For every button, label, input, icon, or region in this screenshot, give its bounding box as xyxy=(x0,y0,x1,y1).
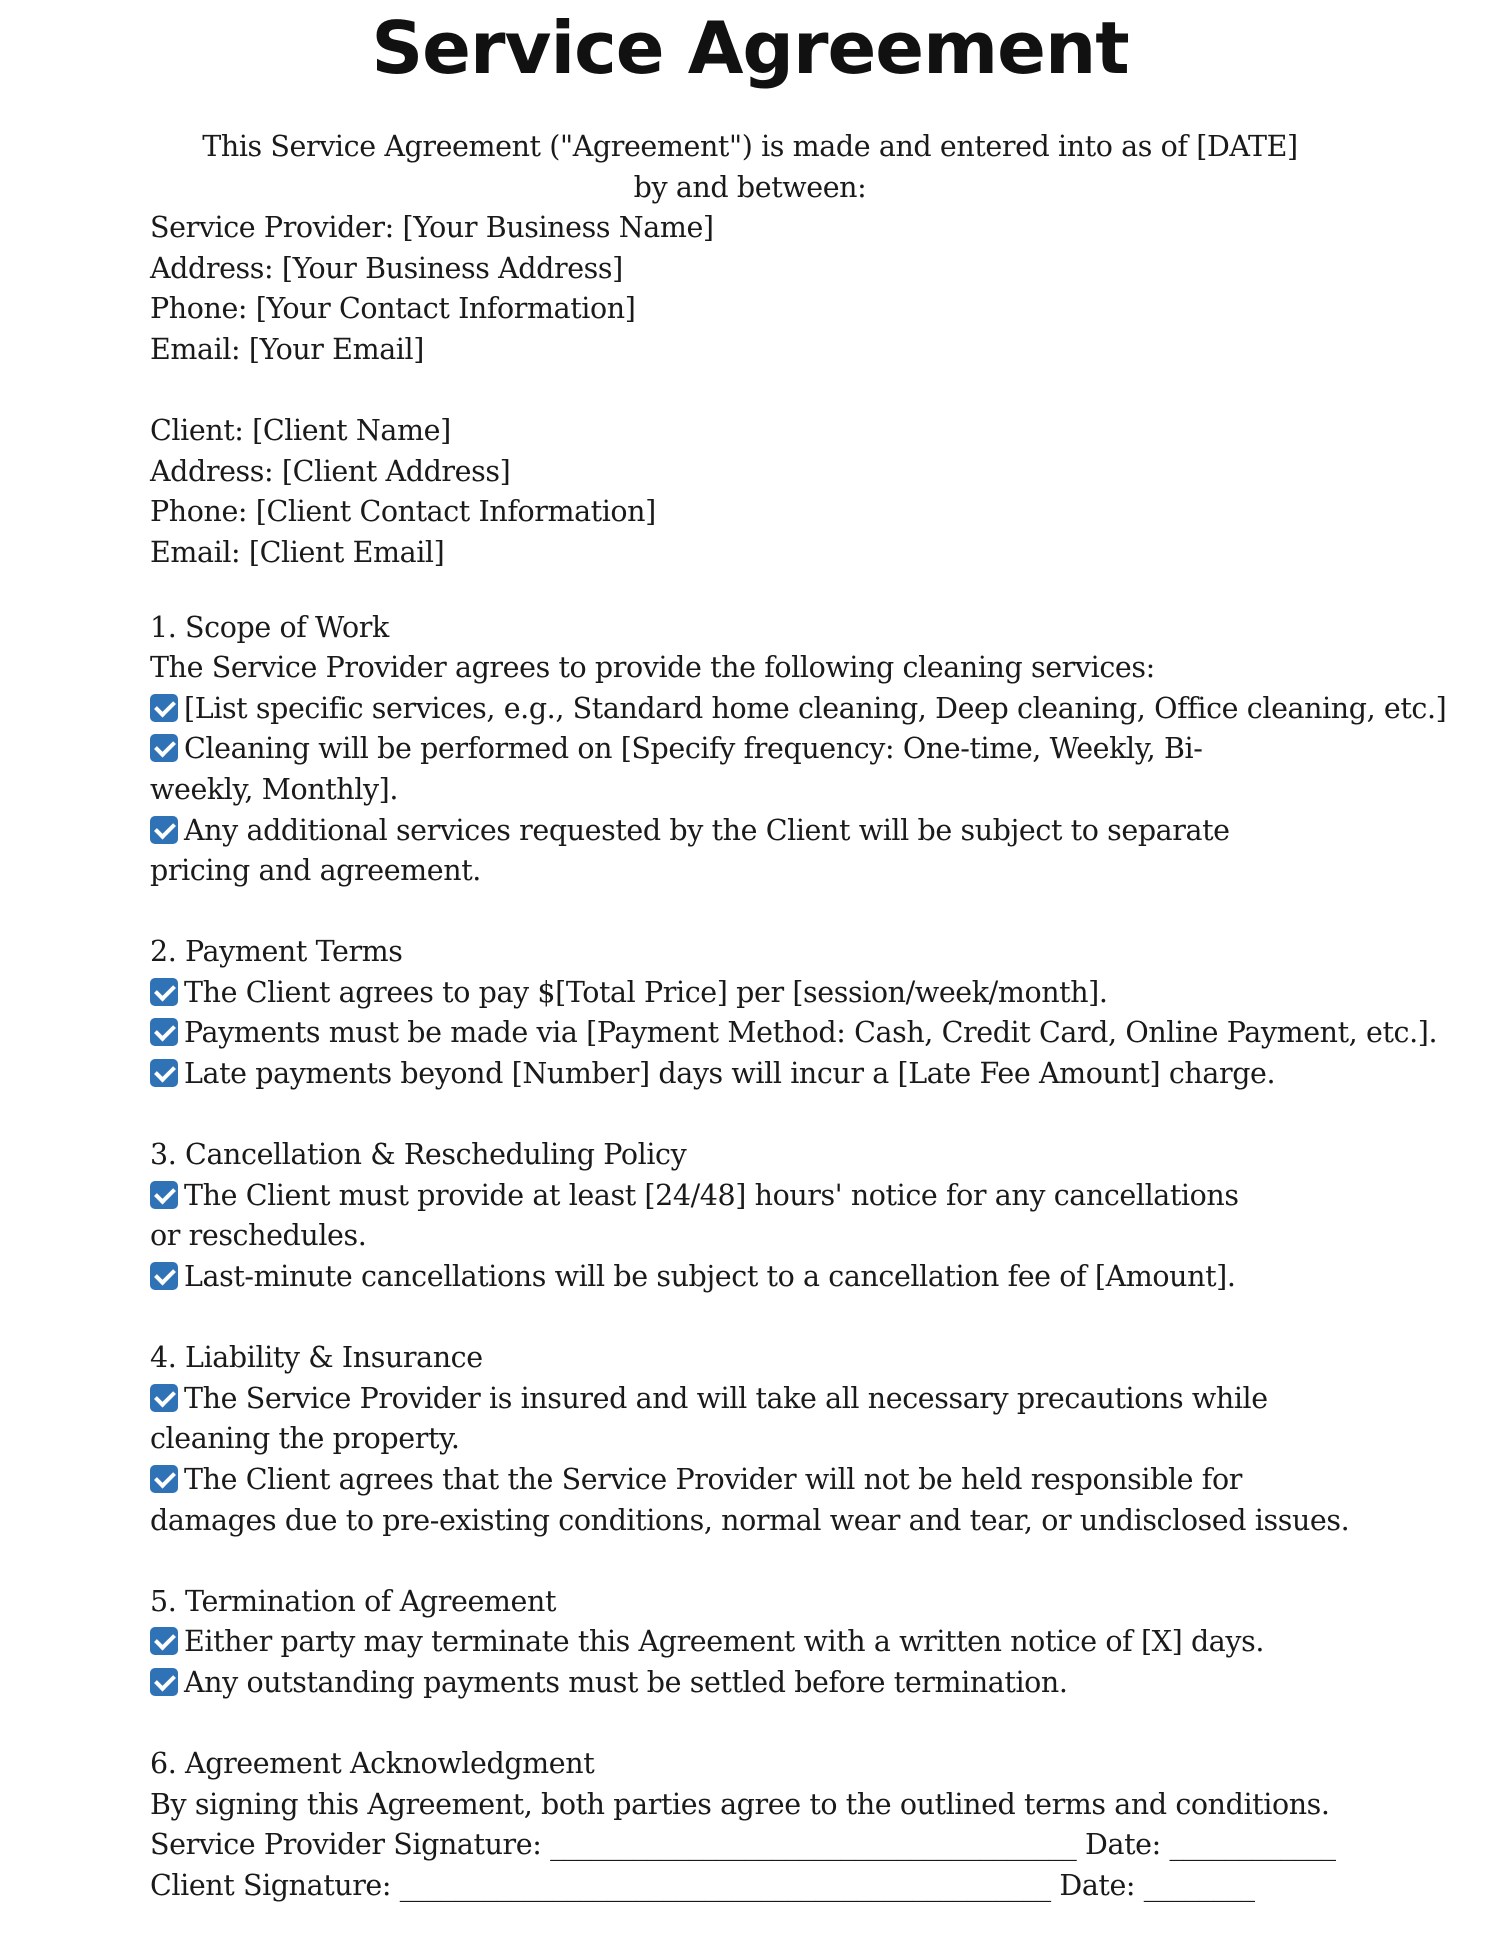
list-item-text: Any outstanding payments must be settled before termination. xyxy=(184,1665,1068,1699)
client-address: Address: [Client Address] xyxy=(150,454,511,488)
section-cancellation-policy xyxy=(150,1135,1380,1297)
document-body xyxy=(150,127,1447,1907)
client-email: Email: [Client Email] xyxy=(150,535,445,569)
list-item-text: The Client agrees that the Service Provider will not be held responsible for damages due to pre-existing conditions, normal wear and tear, or undisclosed issues. xyxy=(150,1463,1350,1537)
list-item xyxy=(150,1663,1380,1704)
list-item-text: The Service Provider is insured and will take all necessary precautions while cleaning the property. xyxy=(150,1381,1268,1456)
checkbox-checked-icon xyxy=(150,1018,178,1046)
section-heading: 1. Scope of Work xyxy=(150,610,389,644)
provider-block xyxy=(150,208,1380,370)
section-acknowledgment xyxy=(150,1744,1380,1906)
section-heading: 5. Termination of Agreement xyxy=(150,1584,557,1618)
provider-name: Service Provider: [Your Business Name] xyxy=(150,211,714,245)
provider-signature-line[interactable]: Service Provider Signature: ______________________________________ Date: ____________ xyxy=(150,1828,1336,1862)
list-item xyxy=(150,1054,1380,1095)
list-item xyxy=(150,1460,1350,1541)
section-heading: 2. Payment Terms xyxy=(150,935,403,969)
list-item-text: The Client agrees to pay $[Total Price] per [session/week/month]. xyxy=(184,975,1108,1009)
checkbox-checked-icon xyxy=(150,1262,178,1290)
checkbox-checked-icon xyxy=(150,694,178,722)
checkbox-checked-icon xyxy=(150,1384,178,1412)
section-liability-insurance xyxy=(150,1338,1380,1541)
list-item xyxy=(150,811,1300,892)
intro xyxy=(150,127,1350,208)
section-scope-of-work xyxy=(150,608,1447,892)
list-item xyxy=(150,689,1447,730)
checkbox-checked-icon xyxy=(150,734,178,762)
list-item xyxy=(150,973,1380,1014)
provider-email: Email: [Your Email] xyxy=(150,332,424,366)
client-name: Client: [Client Name] xyxy=(150,414,451,448)
client-signature-line[interactable]: Client Signature: _______________________________________________ Date: ________ xyxy=(150,1868,1255,1902)
list-item-text: The Client must provide at least [24/48] hours' notice for any cancellations or reschedules. xyxy=(150,1178,1239,1253)
checkbox-checked-icon xyxy=(150,978,178,1006)
section-payment-terms xyxy=(150,932,1438,1094)
list-item-text: Last-minute cancellations will be subject to a cancellation fee of [Amount]. xyxy=(184,1260,1236,1294)
list-item-text: Late payments beyond [Number] days will incur a [Late Fee Amount] charge. xyxy=(184,1057,1276,1091)
section-termination xyxy=(150,1582,1380,1704)
list-item xyxy=(150,1257,1380,1298)
intro-line-1: This Service Agreement ("Agreement") is made and entered into as of [DATE] xyxy=(202,130,1298,163)
section-heading: 6. Agreement Acknowledgment xyxy=(150,1747,595,1781)
checkbox-checked-icon xyxy=(150,1465,178,1493)
provider-phone: Phone: [Your Contact Information] xyxy=(150,292,636,326)
section-heading: 4. Liability & Insurance xyxy=(150,1341,483,1375)
list-item xyxy=(150,1379,1350,1460)
checkbox-checked-icon xyxy=(150,1181,178,1209)
list-item xyxy=(150,1013,1438,1054)
checkbox-checked-icon xyxy=(150,1059,178,1087)
client-phone: Phone: [Client Contact Information] xyxy=(150,495,656,529)
list-item-text: Any additional services requested by the Client will be subject to separate pricing and agreement. xyxy=(150,813,1230,888)
section-lead: The Service Provider agrees to provide the following cleaning services: xyxy=(150,651,1155,685)
checkbox-checked-icon xyxy=(150,816,178,844)
list-item-text: Cleaning will be performed on [Specify frequency: One-time, Weekly, Bi-weekly, Monthly]. xyxy=(150,732,1203,806)
document-title: Service Agreement xyxy=(371,6,1129,90)
checkbox-checked-icon xyxy=(150,1668,178,1696)
list-item xyxy=(150,729,1250,810)
provider-address: Address: [Your Business Address] xyxy=(150,251,623,285)
list-item xyxy=(150,1176,1250,1257)
list-item-text: Payments must be made via [Payment Method: Cash, Credit Card, Online Payment, etc.]. xyxy=(184,1016,1438,1050)
client-block xyxy=(150,411,1380,573)
list-item xyxy=(150,1622,1380,1663)
intro-line-2: by and between: xyxy=(633,170,867,204)
section-heading: 3. Cancellation & Rescheduling Policy xyxy=(150,1138,687,1172)
checkbox-checked-icon xyxy=(150,1627,178,1655)
list-item-text: Either party may terminate this Agreement with a written notice of [X] days. xyxy=(184,1625,1264,1659)
section-lead: By signing this Agreement, both parties agree to the outlined terms and conditions. xyxy=(150,1787,1330,1821)
list-item-text: [List specific services, e.g., Standard home cleaning, Deep cleaning, Office cleaning, etc.] xyxy=(184,691,1447,725)
